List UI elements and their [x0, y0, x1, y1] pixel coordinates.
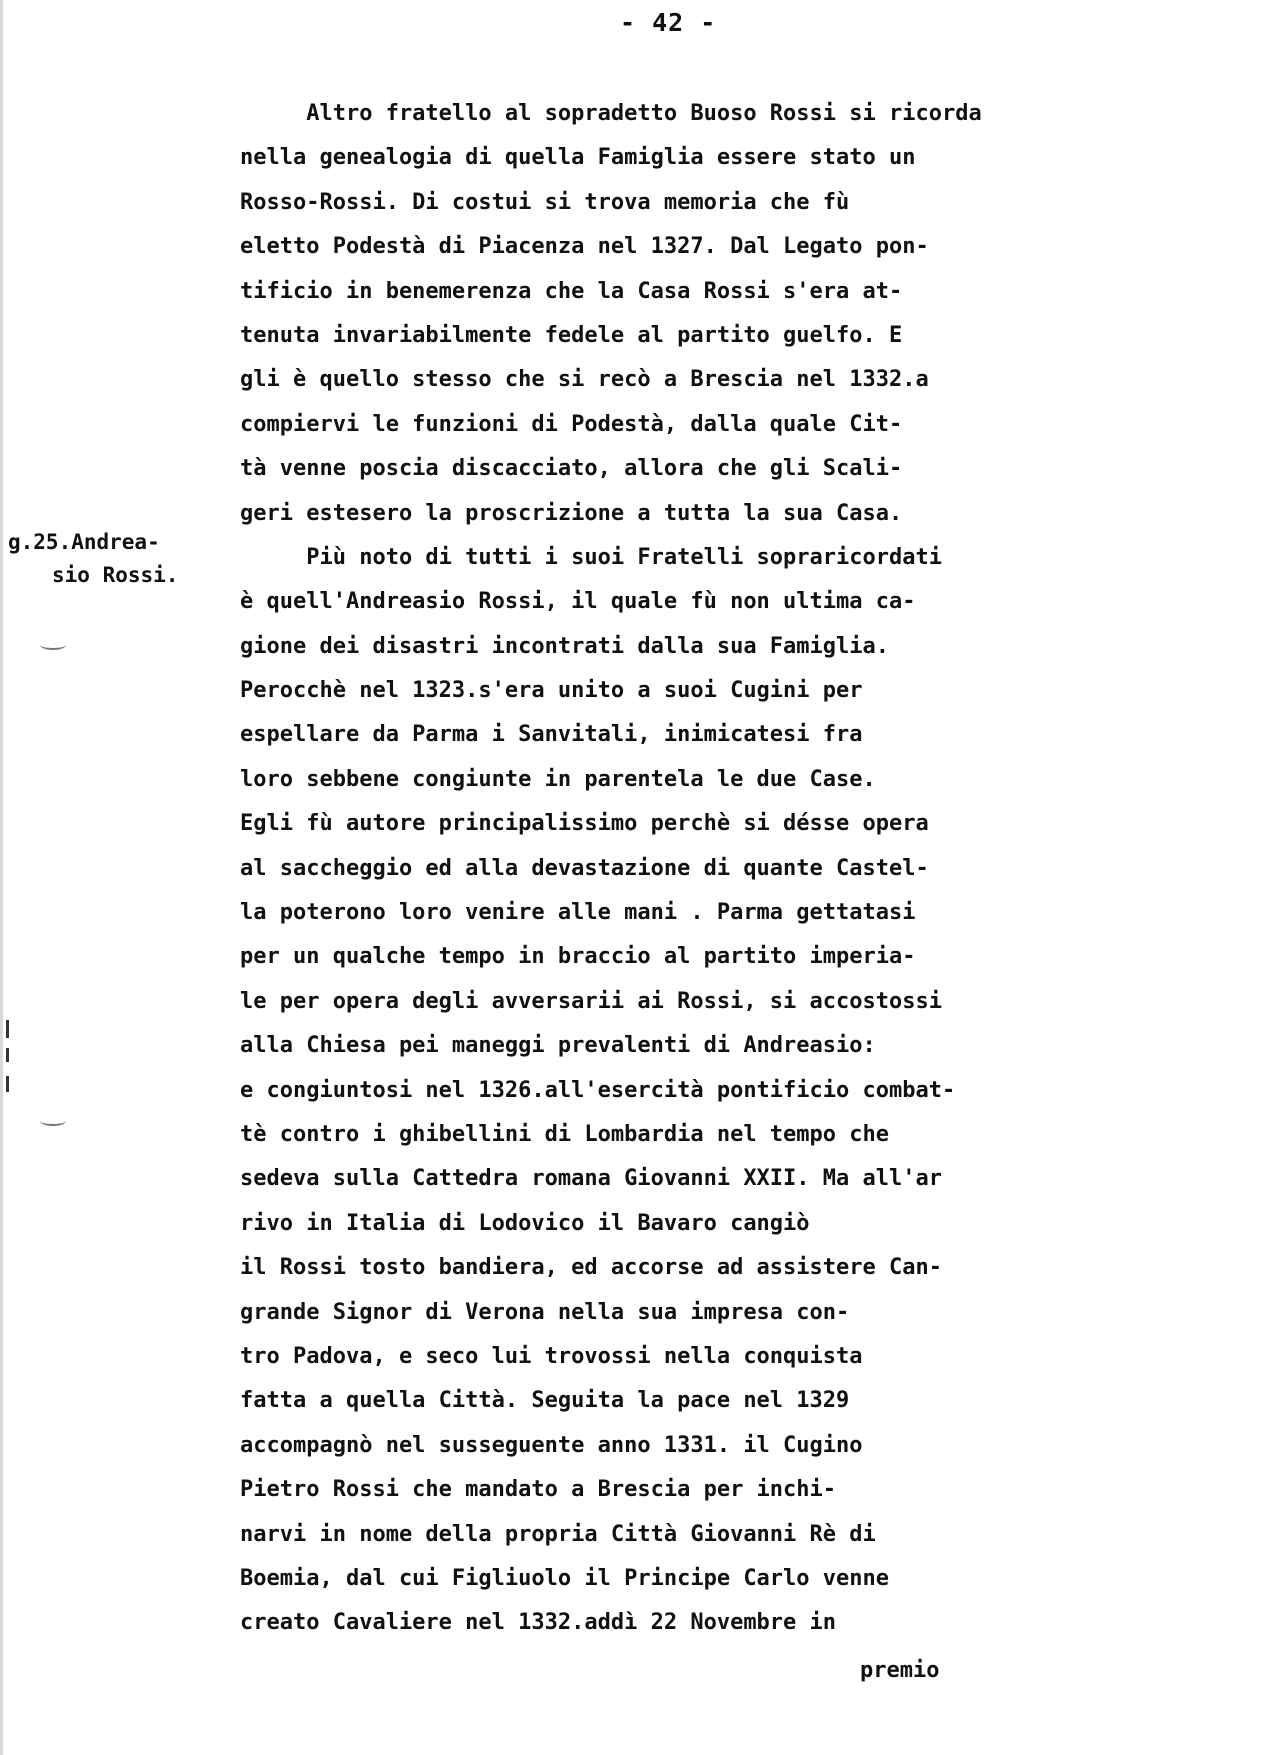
- text-line: Egli fù autore principalissimo perchè si désse opera: [240, 811, 929, 837]
- text-line: tà venne poscia discacciato, allora che gli Scali-: [240, 456, 903, 482]
- text-line: Rosso-Rossi. Di costui si trova memoria che fù: [240, 189, 850, 215]
- text-line: sedeva sulla Cattedra romana Giovanni XXII. Ma all'ar: [240, 1166, 942, 1192]
- text-line: compiervi le funzioni di Podestà, dalla quale Cit-: [240, 411, 903, 437]
- text-line: grande Signor di Verona nella sua impresa con-: [240, 1299, 850, 1325]
- margin-note: [8, 526, 208, 592]
- text-line: Boemia, dal cui Figliuolo il Principe Carlo venne: [240, 1565, 890, 1591]
- body-text: [240, 92, 1120, 1646]
- margin-mark: [6, 1048, 9, 1062]
- margin-note-line: sio Rossi.: [52, 563, 179, 587]
- page-edge-shadow: [0, 0, 3, 1755]
- text-line: espellare da Parma i Sanvitali, inimicatesi fra: [240, 722, 863, 748]
- margin-tick-mark: [40, 1116, 66, 1126]
- margin-mark: [6, 1020, 9, 1038]
- text-line: Altro fratello al sopradetto Buoso Rossi si ricorda: [240, 101, 982, 126]
- text-line: gli è quello stesso che si recò a Brescia nel 1332.a: [240, 367, 929, 393]
- text-line: fatta a quella Città. Seguita la pace nel 1329: [240, 1388, 850, 1414]
- text-line: e congiuntosi nel 1326.all'esercità pontificio combat-: [240, 1077, 956, 1103]
- text-line: è quell'Andreasio Rossi, il quale fù non ultima ca-: [240, 589, 916, 615]
- margin-note-line: g.25.Andrea-: [8, 530, 160, 554]
- catchword: premio: [860, 1658, 940, 1683]
- text-line: geri estesero la proscrizione a tutta la sua Casa.: [240, 500, 903, 526]
- text-line: Perocchè nel 1323.s'era unito a suoi Cugini per: [240, 678, 863, 704]
- margin-mark: [6, 1076, 9, 1092]
- text-line: tificio in benemerenza che la Casa Rossi s'era at-: [240, 278, 903, 304]
- text-line: alla Chiesa pei maneggi prevalenti di Andreasio:: [240, 1033, 876, 1059]
- text-line: al saccheggio ed alla devastazione di quante Castel-: [240, 855, 929, 881]
- text-line: Pietro Rossi che mandato a Brescia per inchi-: [240, 1477, 837, 1503]
- text-line: accompagnò nel susseguente anno 1331. il Cugino: [240, 1432, 863, 1458]
- text-line: loro sebbene congiunte in parentela le due Case.: [240, 766, 876, 792]
- text-line: il Rossi tosto bandiera, ed accorse ad assistere Can-: [240, 1255, 942, 1281]
- text-line: nella genealogia di quella Famiglia essere stato un: [240, 145, 916, 171]
- text-line: eletto Podestà di Piacenza nel 1327. Dal Legato pon-: [240, 234, 929, 260]
- page-number: - 42 -: [620, 8, 717, 37]
- text-line: gione dei disastri incontrati dalla sua Famiglia.: [240, 633, 890, 659]
- text-line: narvi in nome della propria Città Giovanni Rè di: [240, 1521, 876, 1547]
- text-line: Più noto di tutti i suoi Fratelli sopraricordati: [240, 544, 942, 570]
- text-line: per un qualche tempo in braccio al partito imperia-: [240, 944, 916, 970]
- text-line: tro Padova, e seco lui trovossi nella conquista: [240, 1343, 863, 1369]
- text-line: la poterono loro venire alle mani . Parma gettatasi: [240, 900, 916, 926]
- text-line: le per opera degli avversarii ai Rossi, si accostossi: [240, 988, 942, 1014]
- text-line: rivo in Italia di Lodovico il Bavaro cangiò: [240, 1210, 810, 1236]
- text-line: creato Cavaliere nel 1332.addì 22 Novembre in: [240, 1610, 837, 1636]
- text-line: tè contro i ghibellini di Lombardia nel tempo che: [240, 1121, 890, 1147]
- text-line: tenuta invariabilmente fedele al partito guelfo. E: [240, 322, 903, 348]
- margin-tick-mark: [40, 640, 66, 650]
